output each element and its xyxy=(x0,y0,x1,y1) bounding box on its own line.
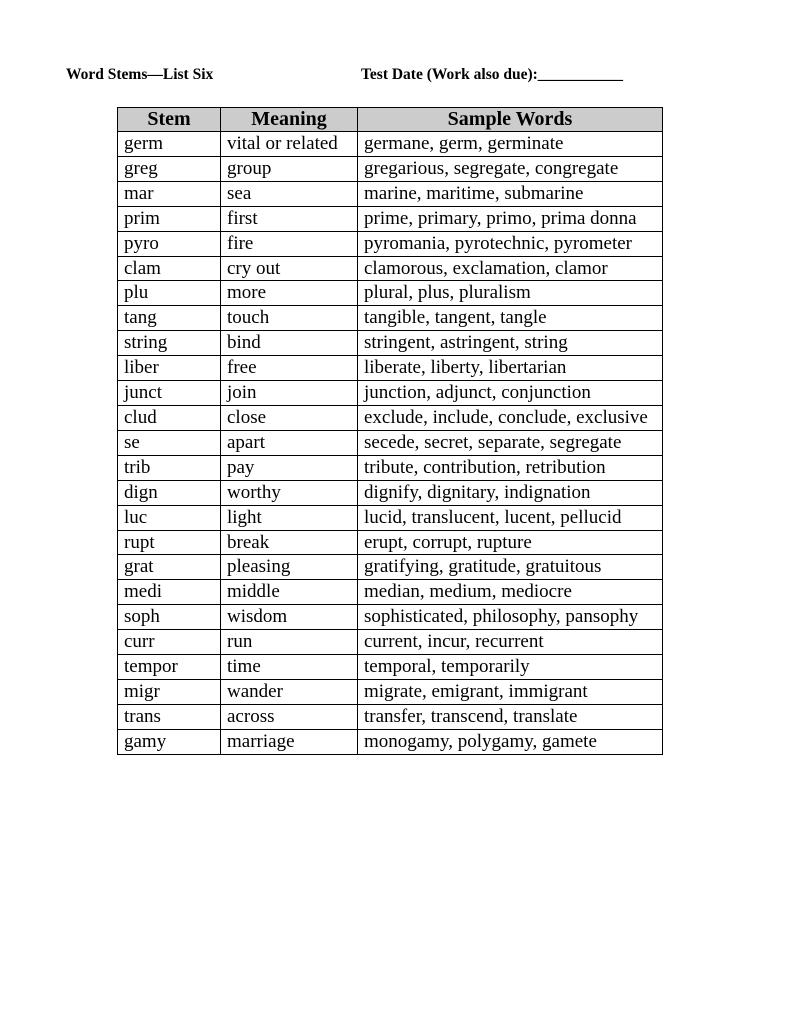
sample-words-cell: marine, maritime, submarine xyxy=(358,181,663,206)
table-row xyxy=(118,405,663,430)
stem-cell: grat xyxy=(118,555,221,580)
sample-words-cell: gregarious, segregate, congregate xyxy=(358,156,663,181)
sample-words-cell: germane, germ, germinate xyxy=(358,132,663,157)
word-stems-table xyxy=(117,107,663,755)
table-header-row xyxy=(118,108,663,132)
stem-cell: string xyxy=(118,331,221,356)
sample-words-cell: clamorous, exclamation, clamor xyxy=(358,256,663,281)
table-row xyxy=(118,256,663,281)
sample-words-cell: tribute, contribution, retribution xyxy=(358,455,663,480)
table-row xyxy=(118,530,663,555)
stem-cell: liber xyxy=(118,356,221,381)
meaning-cell: cry out xyxy=(221,256,358,281)
meaning-cell: apart xyxy=(221,430,358,455)
table-row xyxy=(118,356,663,381)
table-row xyxy=(118,729,663,754)
stem-cell: greg xyxy=(118,156,221,181)
sample-words-cell: tangible, tangent, tangle xyxy=(358,306,663,331)
stem-cell: curr xyxy=(118,630,221,655)
meaning-cell: worthy xyxy=(221,480,358,505)
stem-cell: dign xyxy=(118,480,221,505)
sample-words-cell: plural, plus, pluralism xyxy=(358,281,663,306)
table-row xyxy=(118,132,663,157)
sample-words-cell: migrate, emigrant, immigrant xyxy=(358,679,663,704)
stem-cell: clam xyxy=(118,256,221,281)
sample-words-cell: monogamy, polygamy, gamete xyxy=(358,729,663,754)
stem-cell: plu xyxy=(118,281,221,306)
table-row xyxy=(118,181,663,206)
stem-cell: migr xyxy=(118,679,221,704)
table-row xyxy=(118,331,663,356)
table-row xyxy=(118,281,663,306)
table-row xyxy=(118,306,663,331)
sample-words-cell: temporal, temporarily xyxy=(358,655,663,680)
meaning-cell: pleasing xyxy=(221,555,358,580)
table-row xyxy=(118,679,663,704)
meaning-cell: wisdom xyxy=(221,605,358,630)
stem-cell: clud xyxy=(118,405,221,430)
meaning-cell: group xyxy=(221,156,358,181)
stem-cell: medi xyxy=(118,580,221,605)
stem-cell: germ xyxy=(118,132,221,157)
meaning-cell: break xyxy=(221,530,358,555)
sample-words-cell: gratifying, gratitude, gratuitous xyxy=(358,555,663,580)
sample-words-cell: erupt, corrupt, rupture xyxy=(358,530,663,555)
meaning-cell: bind xyxy=(221,331,358,356)
meaning-cell: free xyxy=(221,356,358,381)
meaning-cell: wander xyxy=(221,679,358,704)
sample-words-cell: median, medium, mediocre xyxy=(358,580,663,605)
sample-words-cell: sophisticated, philosophy, pansophy xyxy=(358,605,663,630)
table-row xyxy=(118,381,663,406)
stem-cell: trans xyxy=(118,704,221,729)
stem-cell: junct xyxy=(118,381,221,406)
meaning-cell: marriage xyxy=(221,729,358,754)
sample-words-cell: lucid, translucent, lucent, pellucid xyxy=(358,505,663,530)
table-row xyxy=(118,580,663,605)
meaning-cell: across xyxy=(221,704,358,729)
sample-words-cell: prime, primary, primo, prima donna xyxy=(358,206,663,231)
meaning-cell: touch xyxy=(221,306,358,331)
table-row xyxy=(118,655,663,680)
stem-cell: rupt xyxy=(118,530,221,555)
meaning-cell: first xyxy=(221,206,358,231)
stem-cell: prim xyxy=(118,206,221,231)
sample-words-cell: stringent, astringent, string xyxy=(358,331,663,356)
stem-cell: pyro xyxy=(118,231,221,256)
stem-cell: luc xyxy=(118,505,221,530)
page-header xyxy=(66,66,686,88)
table-body xyxy=(118,132,663,755)
column-header-meaning: Meaning xyxy=(221,108,358,132)
sample-words-cell: transfer, transcend, translate xyxy=(358,704,663,729)
test-date-line: Test Date (Work also due):___________ xyxy=(361,66,624,83)
meaning-cell: time xyxy=(221,655,358,680)
sample-words-cell: current, incur, recurrent xyxy=(358,630,663,655)
document-title: Word Stems—List Six xyxy=(66,66,214,83)
table-row xyxy=(118,704,663,729)
meaning-cell: pay xyxy=(221,455,358,480)
stem-cell: mar xyxy=(118,181,221,206)
sample-words-cell: junction, adjunct, conjunction xyxy=(358,381,663,406)
meaning-cell: more xyxy=(221,281,358,306)
meaning-cell: join xyxy=(221,381,358,406)
sample-words-cell: dignify, dignitary, indignation xyxy=(358,480,663,505)
sample-words-cell: exclude, include, conclude, exclusive xyxy=(358,405,663,430)
table-row xyxy=(118,630,663,655)
meaning-cell: middle xyxy=(221,580,358,605)
table-row xyxy=(118,505,663,530)
table-row xyxy=(118,231,663,256)
stem-cell: tempor xyxy=(118,655,221,680)
meaning-cell: sea xyxy=(221,181,358,206)
stem-cell: soph xyxy=(118,605,221,630)
meaning-cell: run xyxy=(221,630,358,655)
table-row xyxy=(118,605,663,630)
stem-cell: trib xyxy=(118,455,221,480)
meaning-cell: close xyxy=(221,405,358,430)
column-header-stem: Stem xyxy=(118,108,221,132)
stem-cell: se xyxy=(118,430,221,455)
table-row xyxy=(118,206,663,231)
meaning-cell: light xyxy=(221,505,358,530)
sample-words-cell: pyromania, pyrotechnic, pyrometer xyxy=(358,231,663,256)
stem-cell: tang xyxy=(118,306,221,331)
column-header-sample-words: Sample Words xyxy=(358,108,663,132)
table-row xyxy=(118,156,663,181)
meaning-cell: vital or related xyxy=(221,132,358,157)
sample-words-cell: secede, secret, separate, segregate xyxy=(358,430,663,455)
table-row xyxy=(118,480,663,505)
meaning-cell: fire xyxy=(221,231,358,256)
stem-cell: gamy xyxy=(118,729,221,754)
table-row xyxy=(118,430,663,455)
table-row xyxy=(118,555,663,580)
sample-words-cell: liberate, liberty, libertarian xyxy=(358,356,663,381)
table-row xyxy=(118,455,663,480)
